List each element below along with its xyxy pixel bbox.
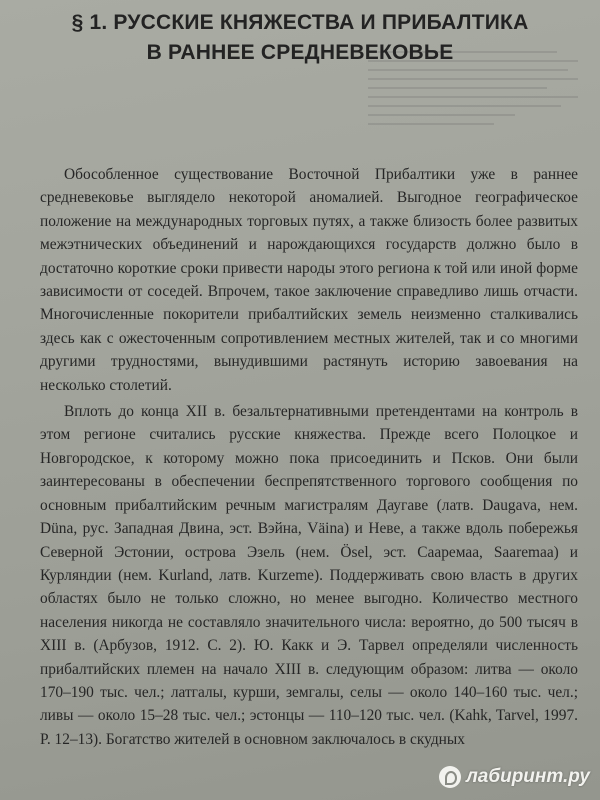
watermark-text: лабиринт.ру bbox=[465, 766, 590, 787]
paragraph-1: Обособленное существование Восточной Прибалтики уже в раннее средневековье выглядело некоторой аномалией. Выгодное географическое положение на международных торговых путях, а также близость более развитых межэтнических объединений и нарождающихся государств должно было в достаточно короткие сроки привести народы этого региона к той или иной форме зависимости от соседей. Впрочем, такое заключение справедливо лишь отчасти. Многочисленные покорители прибалтийских земель неизменно сталкивались здесь как с ожесточенным сопротивлением местных жителей, так и со многими другими трудностями, вынудившими растянуть историю завоевания на несколько столетий. bbox=[40, 166, 578, 394]
labirint-logo-icon bbox=[439, 766, 461, 788]
section-heading-line-2: В РАННЕЕ СРЕДНЕВЕКОВЬЕ bbox=[146, 41, 454, 64]
section-heading bbox=[40, 8, 560, 68]
watermark bbox=[439, 766, 590, 788]
paragraph-2: Вплоть до конца XII в. безальтернативными претендентами на контроль в этом регионе считались русские княжества. Прежде всего Полоцкое и Новгородское, к которому можно пока присоединить и Псков. Они были заинтересованы в обеспечении беспрепятственного торгового сообщения по основным прибалтийским речным магистралям Даугаве (латв. Daugava, нем. Düna, рус. Западная Двина, эст. Вэйна, Väina) и Неве, а также вдоль побережья Северной Эстонии, острова Эзель (нем. Ösel, эст. Сааремаа, Saaremaa) и Курляндии (нем. Kurland, латв. Kurzeme). Поддерживать свою власть в других областях было не только сложно, но менее выгодно. Количество местного населения никогда не составляло значительного числа: вероятно, до 500 тысяч в XIII в. (Арбузов, 1912. С. 2). Ю. Какк и Э. Тарвел определяли численность прибалтийских племен на начало XIII в. следующим образом: литва — около 170–190 тыс. чел.; латгалы, курши, земгалы, селы — около 140–160 тыс. чел.; ливы — около 15–28 тыс. чел.; эстонцы — 110–120 тыс. чел. (Kahk, Tarvel, 1997. P. 12–13). Богатство жителей в основном заключалось в скудных bbox=[40, 403, 578, 748]
body-text bbox=[40, 163, 578, 751]
section-heading-line-1: § 1. РУССКИЕ КНЯЖЕСТВА И ПРИБАЛТИКА bbox=[71, 11, 529, 34]
